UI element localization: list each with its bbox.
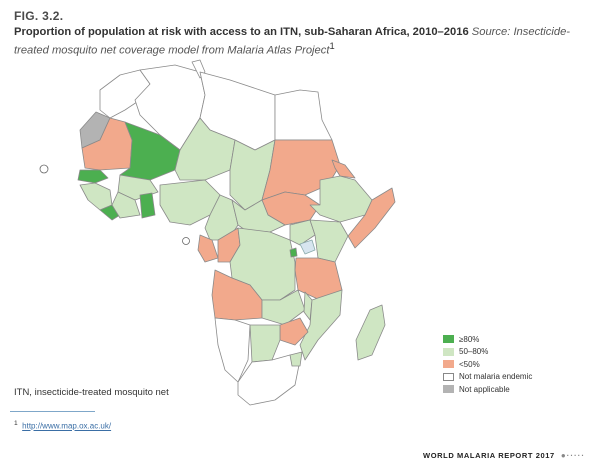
legend-item: [443, 383, 532, 395]
legend-label: <50%: [459, 359, 480, 369]
legend-swatch: [443, 385, 454, 393]
footnote: [14, 420, 111, 431]
legend-item: [443, 346, 532, 358]
report-name: WORLD MALARIA REPORT 2017: [423, 451, 555, 460]
page-dots: ●·····: [560, 451, 585, 460]
footnote-divider: [10, 411, 95, 412]
legend-swatch: [443, 373, 454, 381]
title-source: Source: Insecticide-treated mosquito net coverage model from Malaria Atlas Project: [14, 26, 571, 57]
footnote-number: 1: [14, 420, 18, 427]
region-botswana: [250, 325, 280, 362]
legend: [443, 333, 532, 396]
region-kenya: [310, 220, 348, 262]
region-ghana: [140, 193, 155, 218]
legend-swatch: [443, 335, 454, 343]
region-guinea: [80, 183, 112, 210]
legend-swatch: [443, 348, 454, 356]
legend-label: 50–80%: [459, 347, 489, 356]
region-eswatini: [290, 352, 302, 366]
island-cabo-verde: [40, 165, 48, 173]
legend-item: [443, 333, 532, 345]
region-egypt: [275, 90, 332, 140]
legend-label: Not malaria endemic: [459, 372, 533, 381]
legend-label: Not applicable: [459, 384, 510, 394]
title-text: Proportion of population at risk with access to an ITN, sub-Saharan Africa, 2010–2016: [14, 26, 469, 38]
island-sao-tome: [183, 238, 190, 245]
figure-label: FIG. 3.2.: [14, 9, 64, 23]
legend-swatch: [443, 360, 454, 368]
source-footnote-marker: 1: [329, 41, 335, 51]
footnote-link[interactable]: http://www.map.ox.ac.uk/: [22, 421, 112, 431]
region-eritrea: [332, 160, 355, 178]
region-senegal: [78, 170, 108, 183]
legend-label: ≥80%: [459, 334, 480, 344]
region-madagascar: [356, 305, 385, 360]
abbreviation-note: ITN, insecticide-treated mosquito net: [14, 387, 169, 398]
legend-item: [443, 371, 532, 383]
region-rwanda: [290, 248, 297, 257]
report-footer: [423, 451, 585, 460]
legend-item: [443, 358, 532, 370]
